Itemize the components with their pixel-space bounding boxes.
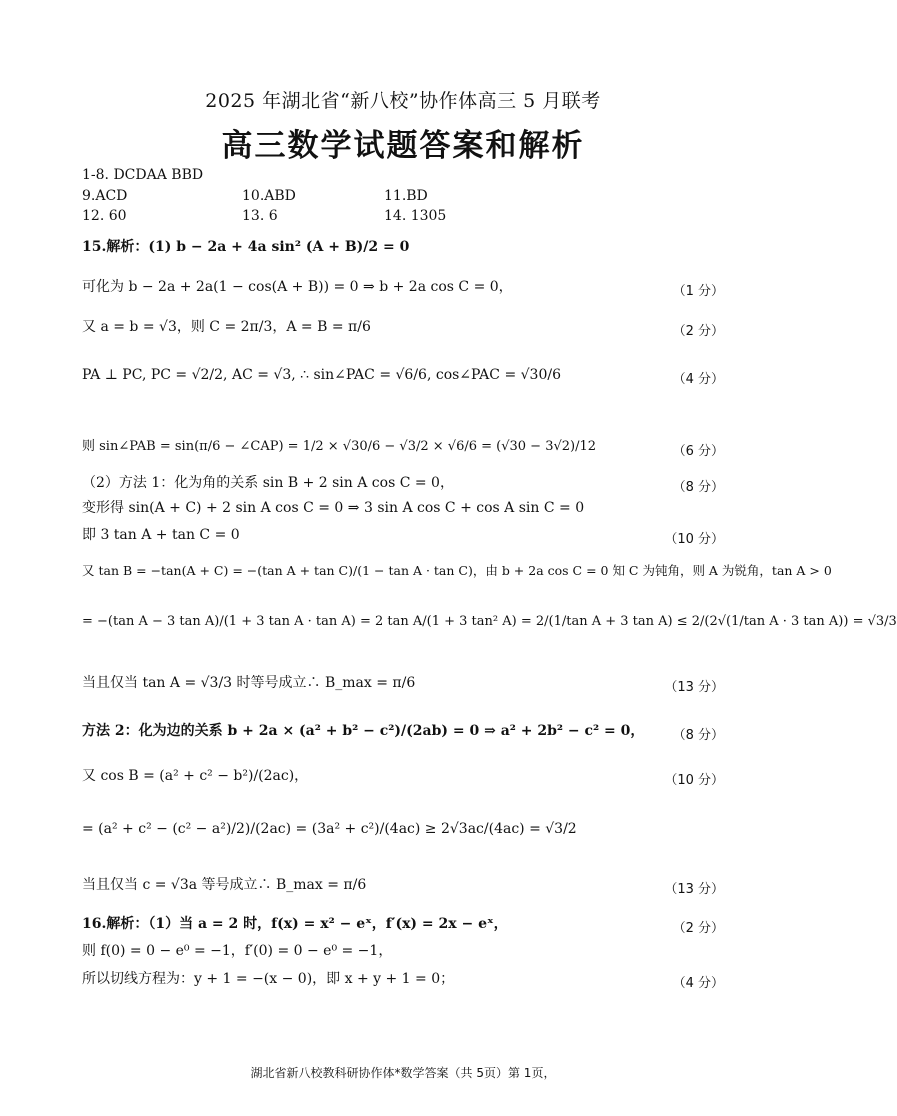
q15-line-7: 变形得 sin(A + C) + 2 sin A cos C = 0 ⇒ 3 sin A cos C + cos A sin C = 0 xyxy=(82,500,585,516)
q15-line-8: 即 3 tan A + tan C = 0 xyxy=(82,527,240,543)
q15-line-1: 15.解析：(1) b − 2a + 4a sin² (A + B)/2 = 0 xyxy=(82,239,410,255)
q15-line-9: 又 tan B = −tan(A + C) = −(tan A + tan C)/(1 − tan A · tan C)，由 b + 2a cos C = 0 知 C 为钝角，则 A 为锐角，tan A > 0 xyxy=(82,563,832,578)
q15-line-4: PA ⊥ PC, PC = √2/2, AC = √3, ∴ sin∠PAC = √6/6, cos∠PAC = √30/6 xyxy=(82,367,561,383)
score-label: （4 分） xyxy=(672,372,724,387)
score-label: （13 分） xyxy=(664,882,724,897)
q15-line-14: = (a² + c² − (c² − a²)/2)/(2ac) = (3a² + c²)/(4ac) ≥ 2√3ac/(4ac) = √3/2 xyxy=(82,821,577,837)
exam-title: 2025 年湖北省“新八校”协作体高三 5 月联考 xyxy=(205,90,601,112)
answer-9: 9.ACD xyxy=(82,188,128,204)
answer-12: 12. 60 xyxy=(82,208,127,224)
score-label: （2 分） xyxy=(672,324,724,339)
q15-line-11: 当且仅当 tan A = √3/3 时等号成立∴ B_max = π/6 xyxy=(82,675,416,691)
score-label: （13 分） xyxy=(664,680,724,695)
q15-line-10: = −(tan A − 3 tan A)/(1 + 3 tan A · tan A) = 2 tan A/(1 + 3 tan² A) = 2/(1/tan A + 3 tan A) ≤ 2/(2√(1/tan A · 3 tan A)) = √3/3 xyxy=(82,614,897,629)
answer-13: 13. 6 xyxy=(242,208,278,224)
score-label: （2 分） xyxy=(672,921,724,936)
answer-row-1: 1-8. DCDAA BBD xyxy=(82,167,204,183)
page-title: 高三数学试题答案和解析 xyxy=(221,128,585,164)
score-label: （8 分） xyxy=(672,480,724,495)
answer-14: 14. 1305 xyxy=(384,208,447,224)
q16-line-2: 则 f(0) = 0 − e⁰ = −1，f′(0) = 0 − e⁰ = −1， xyxy=(82,943,393,959)
q15-line-15: 当且仅当 c = √3a 等号成立∴ B_max = π/6 xyxy=(82,877,367,893)
q16-line-3: 所以切线方程为：y + 1 = −(x − 0)，即 x + y + 1 = 0； xyxy=(82,971,455,987)
answer-10: 10.ABD xyxy=(242,188,296,204)
q16-line-1: 16.解析：（1）当 a = 2 时，f(x) = x² − eˣ，f′(x) = 2x − eˣ， xyxy=(82,916,508,932)
q15-line-12: 方法 2：化为边的关系 b + 2a × (a² + b² − c²)/(2ab) = 0 ⇒ a² + 2b² − c² = 0， xyxy=(82,723,645,739)
q15-line-5: 则 sin∠PAB = sin(π/6 − ∠CAP) = 1/2 × √30/6 − √3/2 × √6/6 = (√30 − 3√2)/12 xyxy=(82,439,597,454)
q15-line-3: 又 a = b = √3，则 C = 2π/3，A = B = π/6 xyxy=(82,319,371,335)
answer-11: 11.BD xyxy=(384,188,428,204)
score-label: （4 分） xyxy=(672,976,724,991)
q15-line-2: 可化为 b − 2a + 2a(1 − cos(A + B)) = 0 ⇒ b + 2a cos C = 0， xyxy=(82,279,513,295)
score-label: （1 分） xyxy=(672,284,724,299)
q15-line-6: （2）方法 1：化为角的关系 sin B + 2 sin A cos C = 0， xyxy=(82,475,454,491)
score-label: （10 分） xyxy=(664,532,724,547)
page-footer: 湖北省新八校教科研协作体*数学答案（共 5页）第 1页， xyxy=(250,1066,556,1080)
score-label: （10 分） xyxy=(664,773,724,788)
q15-line-13: 又 cos B = (a² + c² − b²)/(2ac)， xyxy=(82,768,309,784)
score-label: （8 分） xyxy=(672,728,724,743)
score-label: （6 分） xyxy=(672,444,724,459)
